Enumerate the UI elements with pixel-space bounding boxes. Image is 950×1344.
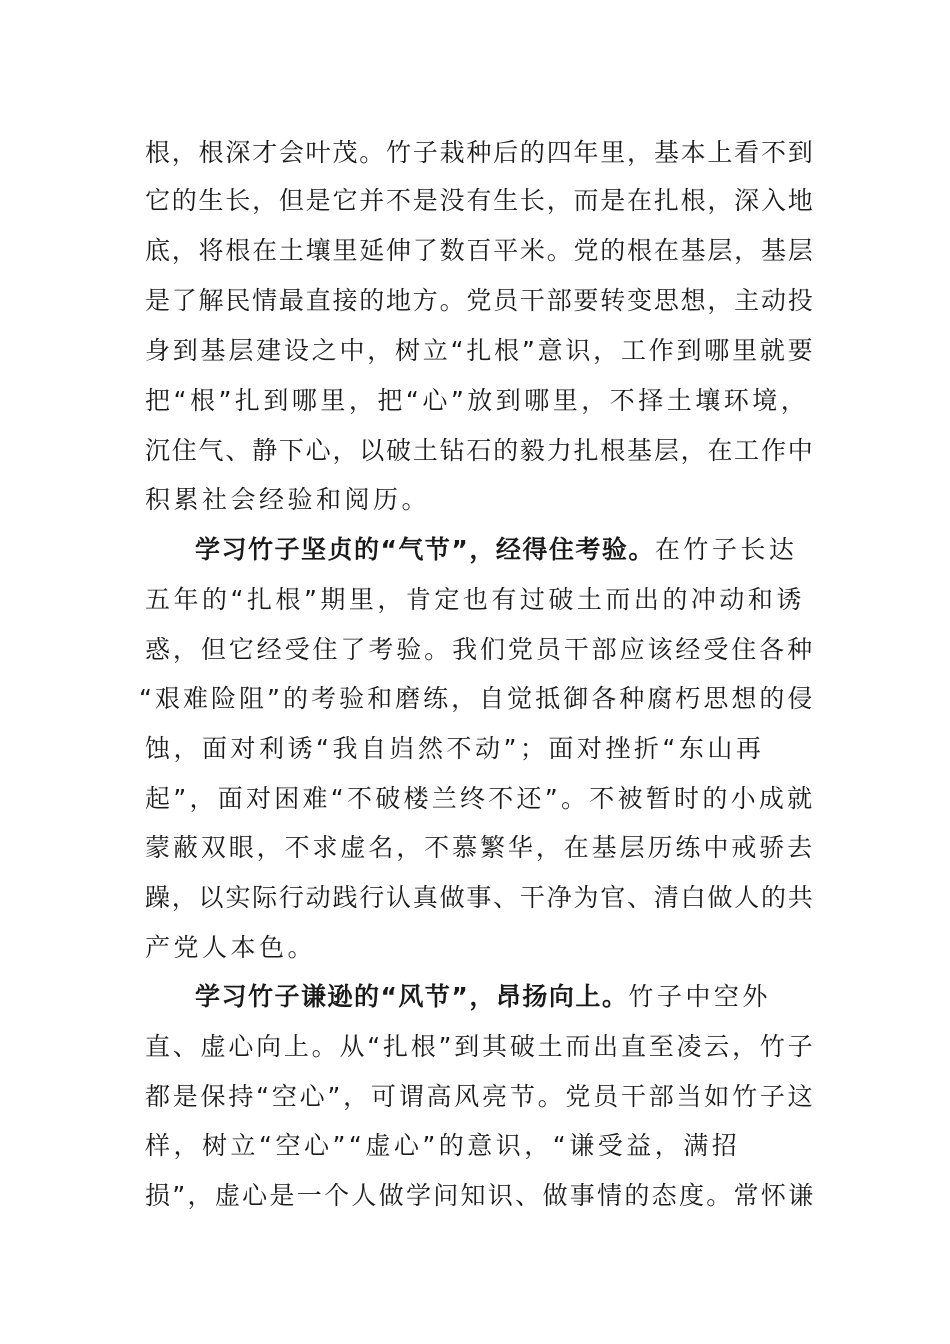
text-line: “艰难险阻”的考验和磨练，自觉抵御各种腐朽思想的侵 [139, 684, 816, 713]
text-line: 身到基层建设之中，树立“扎根”意识，工作到哪里就要 [145, 336, 816, 365]
paragraph-first-line [195, 982, 771, 1012]
text-line: 损”，虚心是一个人做学问知识、做事情的态度。常怀谦 [145, 1181, 816, 1210]
text-line: 五年的“扎根”期里，肯定也有过破土而出的冲动和诱 [145, 585, 805, 614]
paragraph-text: 竹子中空外 [628, 982, 771, 1011]
text-line: 底，将根在土壤里延伸了数百平米。党的根在基层，基层 [145, 236, 815, 265]
text-line: 样，树立“空心”“虚心”的意识，“谦受益，满招 [145, 1131, 741, 1160]
text-line: 惑，但它经受住了考验。我们党员干部应该经受住各种 [145, 635, 816, 664]
text-line: 都是保持“空心”，可谓高风亮节。党员干部当如竹子这 [145, 1082, 816, 1111]
paragraph-heading: 学习竹子谦逊的“风节”，昂扬向上。 [195, 982, 629, 1011]
text-line: 根，根深才会叶茂。竹子栽种后的四年里，基本上看不到 [145, 138, 815, 167]
paragraph-text: 在竹子长达 [654, 535, 798, 564]
text-line: 是了解民情最直接的地方。党员干部要转变思想，主动投 [145, 286, 815, 315]
text-line: 蚀，面对利诱“我自岿然不动”；面对挫折“东山再 [145, 734, 765, 763]
text-line: 沉住气、静下心，以破土钻石的毅力扎根基层，在工作中 [145, 436, 815, 465]
text-line: 把“根”扎到哪里，把“心”放到哪里，不择土壤环境， [145, 386, 810, 415]
paragraph-first-line [195, 535, 797, 565]
text-line: 蒙蔽双眼，不求虚名，不慕繁华，在基层历练中戒骄去 [145, 833, 816, 862]
text-line: 它的生长，但是它并不是没有生长，而是在扎根，深入地 [145, 186, 815, 215]
paragraph-heading: 学习竹子坚贞的“气节”，经得住考验。 [195, 535, 655, 564]
text-line: 积累社会经验和阅历。 [145, 485, 431, 514]
text-line: 直、虚心向上。从“扎根”到其破土而出直至凌云，竹子 [145, 1032, 816, 1061]
text-line: 躁，以实际行动践行认真做事、干净为官、清白做人的共 [145, 883, 815, 912]
text-line: 产党人本色。 [145, 933, 317, 962]
text-line: 起”，面对困难“不破楼兰终不还”。不被暂时的小成就 [145, 784, 816, 813]
